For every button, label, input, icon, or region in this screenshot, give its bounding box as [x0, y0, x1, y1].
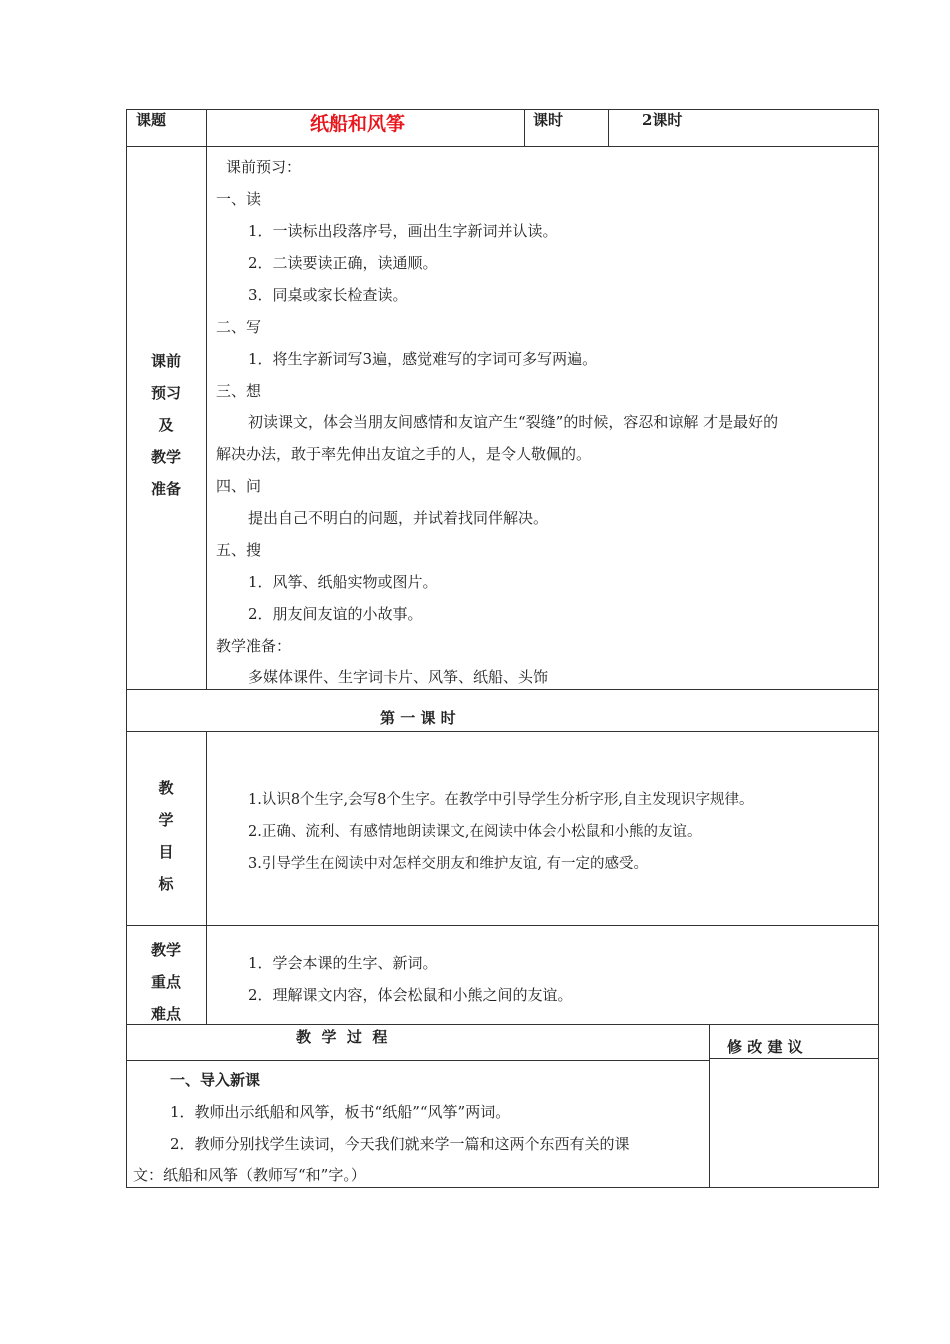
label-subject: 课题	[136, 111, 167, 129]
table-line-suggest-heading-bottom	[709, 1058, 879, 1059]
suggest-heading: 修 改 建 议	[727, 1038, 803, 1056]
process-line: 1．教师出示纸船和风筝，板书“纸船”“风筝”两词。	[170, 1103, 511, 1121]
table-line-label-col-mid	[206, 731, 207, 1025]
prep-line: 3．同桌或家长检查读。	[248, 286, 408, 304]
table-line-header-col-3	[608, 109, 609, 147]
prep-side-label-line: 课前	[150, 352, 181, 370]
process-line: 2．教师分别找学生读词，今天我们就来学一篇和这两个东西有关的课	[170, 1135, 630, 1153]
prep-line: 二、写	[216, 318, 262, 336]
prep-line: 四、问	[216, 477, 262, 495]
table-line-process-heading-bottom	[126, 1060, 709, 1061]
table-line-label-col-top	[206, 109, 207, 690]
keypoints-side-label-line: 教学	[150, 941, 181, 959]
periods-value: 2课时	[642, 111, 683, 129]
prep-line: 教学准备：	[216, 637, 292, 655]
keypoint-line: 1．学会本课的生字、新词。	[248, 954, 438, 972]
prep-line: 课前预习：	[226, 158, 302, 176]
table-border-top	[126, 109, 879, 110]
prep-line: 一、读	[216, 190, 262, 208]
process-line: 文：纸船和风筝（教师写“和”字。）	[133, 1166, 366, 1184]
goal-line: 1.认识8个生字,会写8个生字。在教学中引导学生分析字形,自主发现识字规律。	[248, 792, 754, 808]
keypoint-line: 2．理解课文内容，体会松鼠和小熊之间的友谊。	[248, 986, 573, 1004]
prep-side-label-line: 及	[158, 416, 174, 434]
prep-side-label-line: 预习	[150, 384, 181, 402]
prep-line: 多媒体课件、生字词卡片、风筝、纸船、头饰	[248, 668, 549, 686]
goal-line: 3.引导学生在阅读中对怎样交朋友和维护友谊, 有一定的感受。	[248, 856, 649, 872]
table-border-bottom	[126, 1187, 879, 1188]
table-line-key-bottom	[126, 1024, 879, 1025]
prep-side-label-line: 准备	[150, 480, 181, 498]
prep-line: 1．一读标出段落序号，画出生字新词并认读。	[248, 222, 558, 240]
label-periods: 课时	[533, 111, 564, 129]
prep-side-label	[126, 345, 206, 505]
prep-line: 1．风筝、纸船实物或图片。	[248, 573, 438, 591]
table-line-period-bottom	[126, 731, 879, 732]
table-line-prep-bottom	[126, 689, 879, 690]
prep-line: 五、搜	[216, 541, 262, 559]
prep-side-label-line: 教学	[150, 448, 181, 466]
goals-side-label-line: 教	[158, 779, 174, 797]
first-period-heading: 第 一 课 时	[380, 709, 456, 727]
goals-side-label-line: 学	[158, 811, 174, 829]
table-border-right	[878, 109, 879, 1188]
table-line-suggest-col	[709, 1024, 710, 1188]
goals-side-label	[126, 772, 206, 900]
table-line-header-bottom	[126, 146, 879, 147]
prep-line: 2．二读要读正确，读通顺。	[248, 254, 438, 272]
goals-side-label-line: 目	[158, 843, 174, 861]
table-line-header-col-2	[524, 109, 525, 147]
goals-side-label-line: 标	[158, 875, 174, 893]
process-section-title: 一、导入新课	[170, 1071, 261, 1089]
prep-line: 三、想	[216, 382, 262, 400]
table-line-goals-bottom	[126, 925, 879, 926]
goal-line: 2.正确、流利、有感情地朗读课文,在阅读中体会小松鼠和小熊的友谊。	[248, 824, 702, 840]
prep-line: 1．将生字新词写3遍，感觉难写的字词可多写两遍。	[248, 350, 598, 368]
keypoints-side-label-line: 重点	[150, 973, 181, 991]
prep-line: 2．朋友间友谊的小故事。	[248, 605, 423, 623]
process-heading: 教 学 过 程	[296, 1028, 388, 1046]
prep-line: 解决办法，敢于率先伸出友谊之手的人，是令人敬佩的。	[216, 445, 592, 463]
keypoints-side-label-line: 难点	[150, 1005, 181, 1023]
keypoints-side-label	[126, 934, 206, 1030]
lesson-title: 纸船和风筝	[310, 113, 406, 135]
prep-line: 提出自己不明白的问题，并试着找同伴解决。	[248, 509, 549, 527]
prep-line: 初读课文，体会当朋友间感情和友谊产生“裂缝”的时候，容忍和谅解 才是最好的	[248, 413, 779, 431]
